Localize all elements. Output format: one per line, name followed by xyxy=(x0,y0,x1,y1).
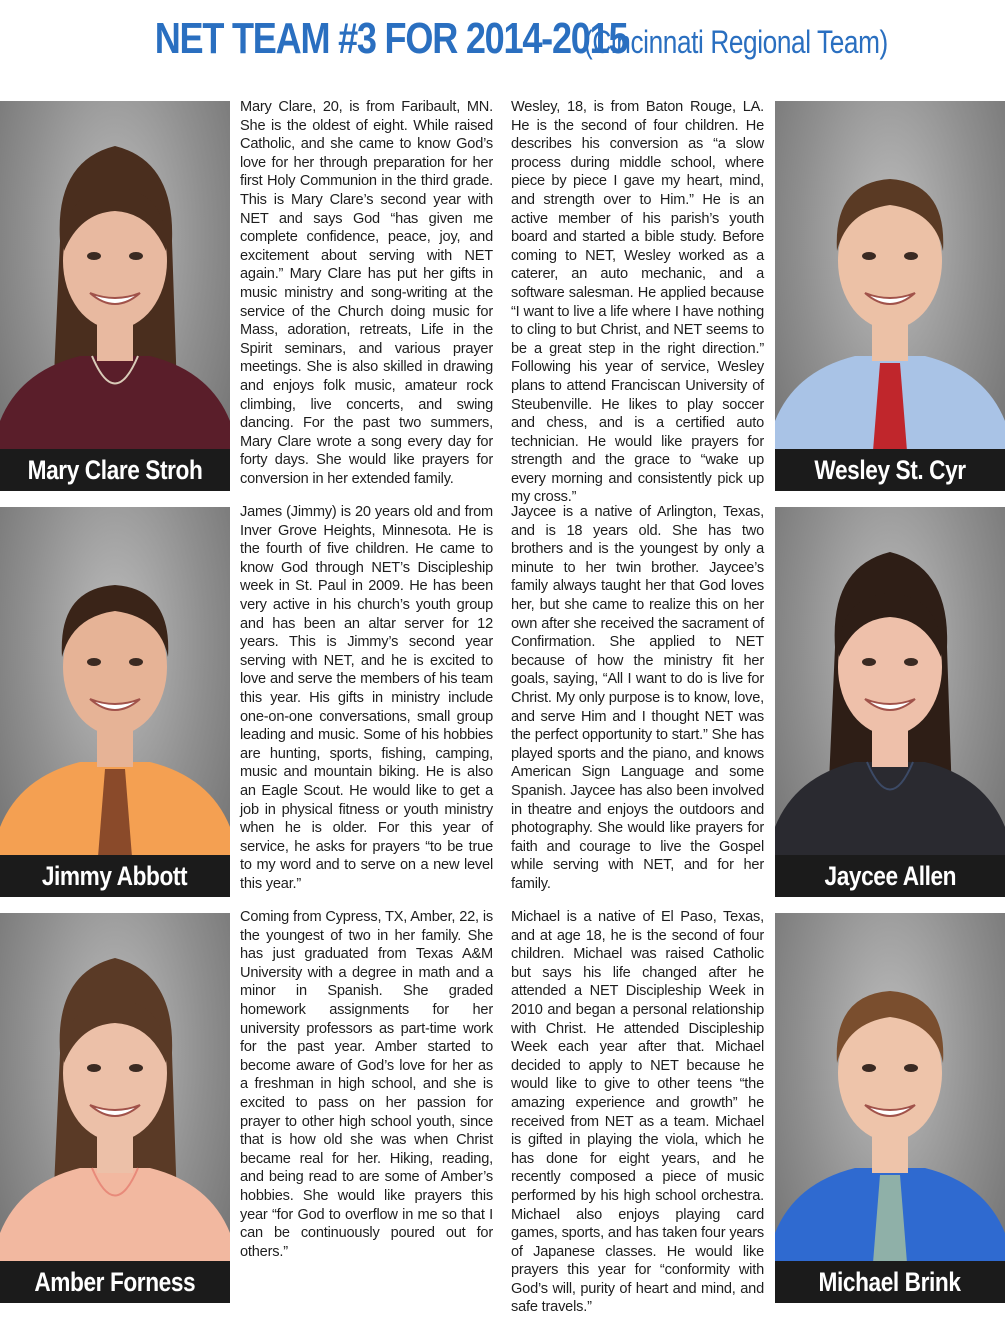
nameplate xyxy=(775,855,1005,897)
portrait-image xyxy=(0,913,230,1303)
bio-michael-brink: Michael is a native of El Paso, Texas, and at age 18, he is the second of four children. Michael was raised Catholic but says his life changed after he attended a NET Discipleship Week in 2010 and began a personal relationship with Christ. He attended Discipleship Week each year after that. Michael decided to apply to NET because he would like to give to other teens “the amazing experience and growth” he received from NET as a team. Michael is gifted in playing the viola, which he has done for eight years, and he recently composed a piece of music performed by his high school orchestra. Michael also enjoys playing card games, sports, and has taken four years of Japanese classes. He would like prayers this year for “conformity with God’s will, purity of heart and mind, and safe travels.” xyxy=(511,909,764,1316)
right-eye xyxy=(129,252,143,260)
portrait-michael-brink xyxy=(775,913,1005,1303)
member-name: Jimmy Abbott xyxy=(42,861,188,891)
left-eye xyxy=(862,1064,876,1072)
portrait-image xyxy=(775,101,1005,491)
right-eye xyxy=(129,1064,143,1072)
member-name: Mary Clare Stroh xyxy=(27,455,203,485)
member-name: Jaycee Allen xyxy=(824,861,956,891)
bio-jimmy-abbott: James (Jimmy) is 20 years old and from Inver Grove Heights, Minnesota. He is the fourth of five children. He came to know God through NET’s Discipleship week in St. Paul in 2009. He has been very active in his church’s youth group and has been an altar server for 12 years. This is Jimmy’s second year serving with NET, and he is excited to love and serve the members of his team this year. His gifts in ministry include one-on-one conversations, small group leading and music. Some of his hobbies are hunting, sports, fishing, camping, music and mountain biking. He is also an Eagle Scout. He would like to get a job in physical fitness or youth ministry when he is older. For this year of service, he asks for prayers “to be true to my word and to serve on a new level this year.” xyxy=(240,504,493,892)
bio-amber-forness: Coming from Cypress, TX, Amber, 22, is the youngest of two in her family. She has just graduated from Texas A&M University with a degree in math and a minor in Spanish. She graded homework assignments for her university professors as part-time work for the past year. Amber started to become aware of God’s love for her as a freshman in high school, and she is excited to pass on her passion for prayer to other high school youth, since that is how old she was when Christ became real for her. Hiking, reading, and being read to are some of Amber’s hobbies. She would like prayers this year “for God to overflow in me so that I can be continuously poured out for others.” xyxy=(240,909,493,1260)
nameplate xyxy=(775,1261,1005,1303)
bio-wesley-st-cyr: Wesley, 18, is from Baton Rouge, LA. He is the second of four children. He describes his conversion as “a slow process during middle school, where piece by piece I gave my heart, mind, and strength over to Him.” He is an active member of his parish’s youth board and started a bible study. Before coming to NET, Wesley worked as a caterer, an auto mechanic, and a software salesman. He applied because “I want to live a life where I have nothing to cling to but Christ, and NET seems to be a great step in the right direction.” Following his year of service, Wesley plans to attend Franciscan University of Steubenville. He likes to play soccer and chess, and is a certified auto technician. He would like prayers for strength and the grace to “wake up every morning and consistently pick up my cross.” xyxy=(511,99,764,506)
bio-jaycee-allen: Jaycee is a native of Arlington, Texas, and is 18 years old. She has two brothers and is the youngest by only a minute to her twin brother. Jaycee’s family always taught her that God loves her, but she came to realize this on her own after she received the sacrament of Confirmation. She applied to NET because of how the ministry fit her goals, saying, “All I want to do is live for Christ. My only purpose is to know, love, and serve Him and I thought NET was the perfect opportunity to start.” She has played sports and the piano, and knows American Sign Language and some Spanish. Jaycee has also been involved in theatre and enjoys the outdoors and photography. She would like prayers for faith and courage to live the Gospel while serving with NET, and for her family. xyxy=(511,504,764,892)
portrait-amber-forness xyxy=(0,913,230,1303)
portrait-image xyxy=(0,101,230,491)
member-name: Amber Forness xyxy=(34,1267,196,1297)
member-name: Michael Brink xyxy=(818,1267,962,1297)
portrait-wesley-st-cyr xyxy=(775,101,1005,491)
left-eye xyxy=(862,252,876,260)
page-title xyxy=(0,14,1005,64)
bio-mary-clare-stroh: Mary Clare, 20, is from Faribault, MN. She is the oldest of eight. While raised Catholic, and she came to know God’s love for her through preparation for her first Holy Communion in the third grade. This is Mary Clare’s second year with NET and says God “has given me complete confidence, peace, joy, and excitement about serving with NET again.” Mary Clare has put her gifts in music ministry and song-writing at the service of the Church doing music for Mass, adoration, retreats, Life in the Spirit seminars, and various prayer meetings. She is also skilled in drawing and enjoys folk music, amateur rock climbing, live concerts, and swing dancing. For the past two summers, Mary Clare wrote a song every day for forty days. She would like prayers for conversion in her extended family. xyxy=(240,99,493,487)
portrait-image xyxy=(0,507,230,897)
nameplate xyxy=(775,449,1005,491)
left-eye xyxy=(87,1064,101,1072)
portrait-mary-clare-stroh xyxy=(0,101,230,491)
right-eye xyxy=(129,658,143,666)
left-eye xyxy=(862,658,876,666)
right-eye xyxy=(904,658,918,666)
left-eye xyxy=(87,252,101,260)
page-title-main: NET TEAM #3 FOR 2014-2015 xyxy=(154,14,628,63)
right-eye xyxy=(904,252,918,260)
nameplate xyxy=(0,449,230,491)
nameplate xyxy=(0,855,230,897)
nameplate xyxy=(0,1261,230,1303)
portrait-image xyxy=(775,913,1005,1303)
portrait-image xyxy=(775,507,1005,897)
portrait-jimmy-abbott xyxy=(0,507,230,897)
right-eye xyxy=(904,1064,918,1072)
member-name: Wesley St. Cyr xyxy=(814,455,966,485)
portrait-jaycee-allen xyxy=(775,507,1005,897)
left-eye xyxy=(87,658,101,666)
page-title-subtitle: (Cincinnati Regional Team) xyxy=(583,24,888,60)
